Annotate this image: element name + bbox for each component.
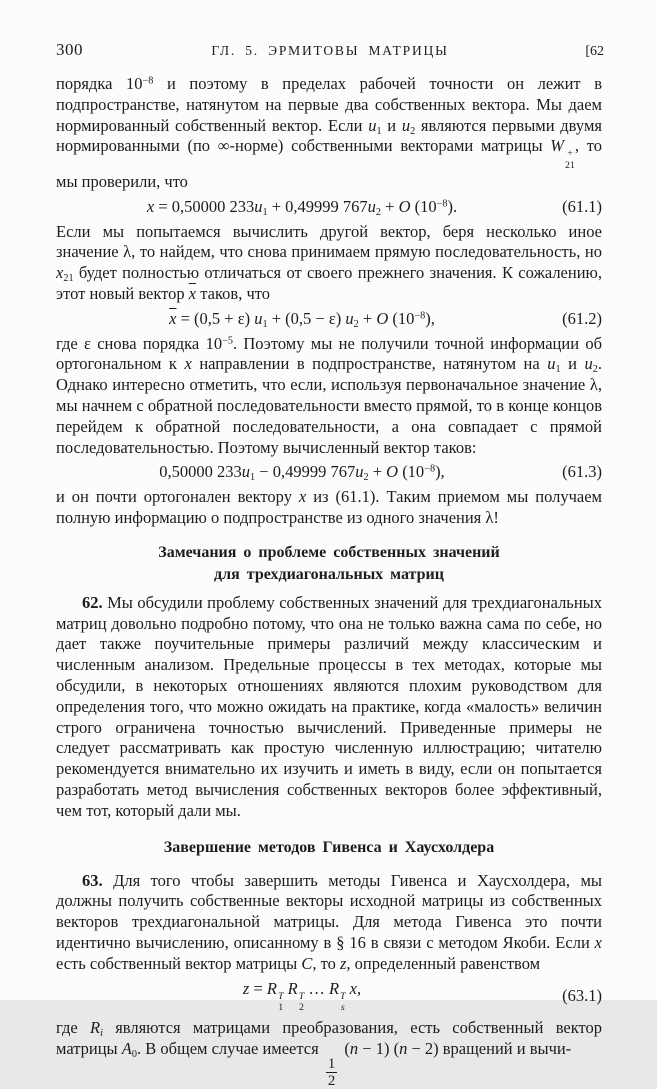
paragraph-rotations: где $R_i$ являются матрицами преобразования, есть собственный вектор матрицы $A_0$. В общем случае имеется $\frac{1}{2}$ (n − 1) (n − 2) вращений и вычи-	[56, 1018, 603, 1089]
text-column	[56, 74, 602, 1089]
equation-formula: z = R T 1 R T 2 … R T s x,	[242, 978, 362, 1014]
running-header	[56, 40, 604, 60]
paragraph-63: 63. Для того чтобы завершить методы Гивенса и Хаусхолдера, мы должны получить собственные векторы исходной матрицы из собственных векторов трехдиагональной матрицы. Для метода Гивенса это почти идентично вычислению, описанному в § 16 в связи с методом Якоби. Если x есть собственный вектор матрицы C, то z, определенный равенством	[56, 870, 602, 973]
equation-number: (61.2)	[562, 308, 602, 328]
equation-formula: $\overline{x} = (0,5 + \varepsilon) u_1 + (0,5 - \varepsilon) u_2 + O$ $(10^{-8})$,	[169, 308, 435, 330]
display-equation-61-3	[56, 462, 602, 483]
paragraph-epsilon: где ε снова порядка $10^{-5}$. Поэтому мы не получили точной информации об ортогональном к x направлении в подпространстве, натянутом на $u_1$ и $u_2$. Однако интересно отметить, что если, используя первоначальное значение λ, мы начнем с обратной последовательности вместо прямой, то в конце концов перейдем к обратной последовательности, а она совпадает с прямой последовательностью. Поэтому вычисленный вектор таков:	[56, 333, 602, 457]
heading-line-2: для трехдиагональных матриц	[214, 565, 444, 583]
running-title: ГЛ. 5. ЭРМИТОВЫ МАТРИЦЫ	[211, 43, 449, 58]
display-equation-61-2	[56, 309, 602, 330]
display-equation-61-1	[56, 197, 602, 218]
paragraph-62: 62. Мы обсудили проблему собственных значений для трехдиагональных матриц довольно подробно потому, что она не только важна сама по себе, но дает также поучительные примеры различий между классическим и численным анализом. Предельные процессы в тех методах, которые мы обсудили, в некоторых отношениях являются плохим руководством для определения того, что можно ожидать на практике, когда «малость» величин строго ограничена точностью вычислений. Приведенные примеры не следует рассматривать как простую численную иллюстрацию; читателю рекомендуется внимательно их изучить и иметь в виду, если он попытается разработать метод вычисления собственных векторов более эффективный, чем тот, который дали мы.	[56, 592, 602, 820]
equation-formula: 0,50000 $233u_1 - 0,49999$ $767u_2 + O$ $(10^{-8})$,	[159, 462, 445, 484]
equation-number: (63.1)	[562, 986, 602, 1006]
paragraph-intro: порядка $10^{-8}$ и поэтому в пределах рабочей точности он лежит в подпространстве, натянутом на первые два собственных вектора. Мы даем нормированный собственный вектор. Если $u_1$ и $u_2$ являются первыми двумя нормированными (по ∞-норме) собственными векторами матрицы W + 21 , то мы проверили, что	[56, 74, 603, 192]
equation-number: (61.1)	[562, 196, 602, 216]
display-equation-63-1	[56, 979, 602, 1015]
equation-formula: x = 0,50000 $233u_1 + 0,49999$ $767u_2 + O$ $(10^{-8})$.	[146, 196, 458, 218]
equation-number: (61.3)	[562, 462, 602, 482]
section-marker: [62	[585, 44, 604, 59]
heading-line-1: Замечания о проблеме собственных значений	[158, 543, 500, 561]
page-number: 300	[56, 40, 83, 59]
paragraph-orthogonal: и он почти ортогонален вектору x из (61.1). Таким приемом мы получаем полную информацию о подпространстве из одного значения λ!	[56, 487, 602, 528]
heading-completion: Завершение методов Гивенса и Хаусхолдера	[163, 838, 495, 856]
paragraph-other-vector: Если мы попытаемся вычислить другой вектор, беря несколько иное значение λ, то найдем, что снова принимаем прямую последовательность, но $x_{21}$ будет полностью отличаться от своего прежнего значения. К сожалению, этот новый вектор $\overline{x}$ таков, что	[56, 221, 602, 304]
heading-remarks	[56, 542, 602, 586]
